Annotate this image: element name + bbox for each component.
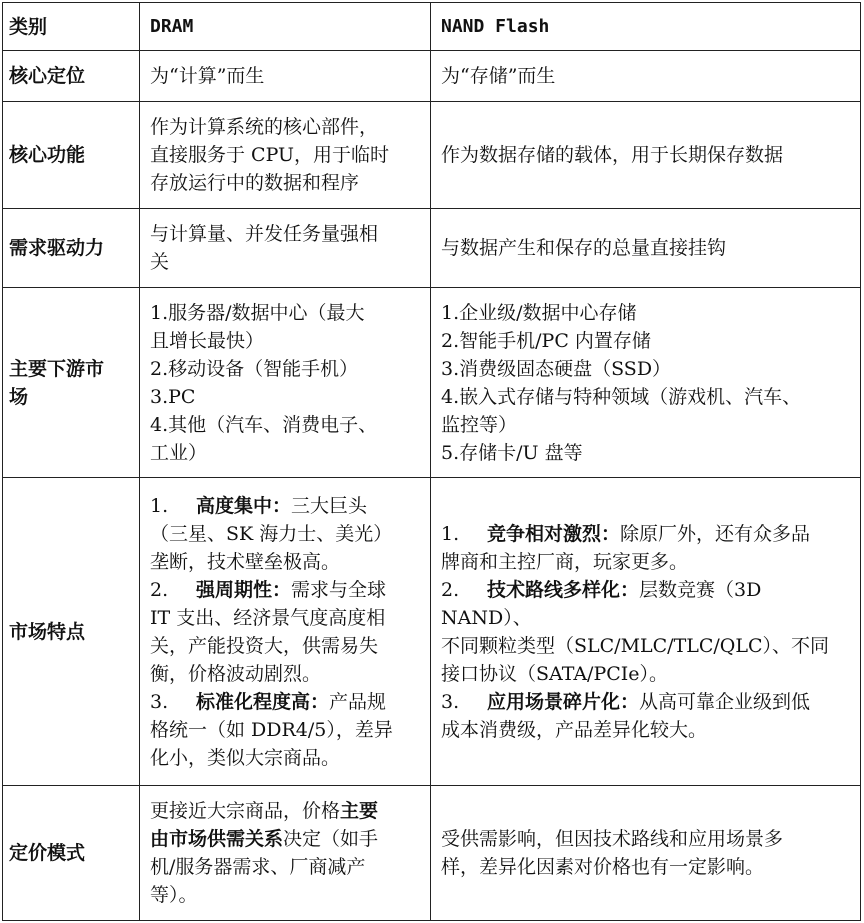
list-item: 4.其他（汽车、消费电子、 [150, 413, 378, 436]
list-item: 工业） [150, 441, 208, 464]
point-title: 高度集中： [196, 494, 292, 517]
dram-function [140, 102, 431, 209]
dram-pricing [140, 786, 431, 921]
nand-demand: 与数据产生和保存的总量直接挂钩 [431, 209, 861, 288]
text-line: 与计算量、并发任务量强相 [150, 223, 379, 245]
feature-point-3 [441, 688, 852, 716]
point-number: 1. [441, 522, 460, 545]
point-text: 从高可靠企业级到低 [639, 690, 811, 713]
pricing-emphasis: 主要 [340, 800, 379, 822]
text-line: 作为计算系统的核心部件， [150, 116, 379, 138]
text-line: 牌商和主控厂商，玩家更多。 [441, 550, 689, 573]
point-text: 产品规 [329, 690, 387, 713]
pricing-text: 决定（如手 [283, 828, 379, 850]
text-line: 主要下游市 [9, 357, 105, 380]
text-line: 关，产能投资大，供需易失 [150, 634, 379, 657]
row-demand [3, 209, 861, 288]
row-pricing [3, 786, 861, 921]
row-label-positioning: 核心定位 [3, 51, 140, 102]
list-item: 2.智能手机/PC 内置存储 [441, 329, 651, 352]
feature-point-1 [150, 492, 422, 520]
feature-point-2 [150, 576, 422, 604]
point-title: 强周期性： [196, 578, 292, 601]
row-label-downstream [3, 288, 140, 478]
text-line [150, 825, 422, 853]
text-line: 样，差异化因素对价格也有一定影响。 [441, 856, 765, 878]
row-positioning [3, 51, 861, 102]
text-line [150, 797, 422, 825]
text-line: 不同颗粒类型（SLC/MLC/TLC/QLC）、不同 [441, 634, 830, 657]
row-label-pricing: 定价模式 [3, 786, 140, 921]
row-label-features: 市场特点 [3, 478, 140, 786]
header-row [3, 3, 861, 51]
feature-point-2 [441, 576, 852, 632]
point-number: 3. [441, 690, 460, 713]
feature-point-1 [441, 520, 852, 548]
text-line: 格统一（如 DDR4/5），差异 [150, 718, 393, 741]
text-line: 化小，类似大宗商品。 [150, 746, 341, 769]
row-function [3, 102, 861, 209]
list-item: 5.存储卡/U 盘等 [441, 441, 583, 464]
text-line: IT 支出、经济景气度高度相 [150, 606, 386, 629]
nand-pricing [431, 786, 861, 921]
row-features [3, 478, 861, 786]
list-item: 3.PC [150, 385, 196, 408]
list-item: 1.企业级/数据中心存储 [441, 301, 637, 324]
text-line: 直接服务于 CPU，用于临时 [150, 144, 390, 166]
header-dram: DRAM [140, 3, 431, 51]
point-number: 1. [150, 494, 169, 517]
point-title: 技术路线多样化： [487, 578, 640, 601]
text-line: 成本消费级，产品差异化较大。 [441, 718, 708, 741]
point-title: 竞争相对激烈： [487, 522, 621, 545]
list-item: 3.消费级固态硬盘（SSD） [441, 357, 672, 380]
nand-downstream [431, 288, 861, 478]
dram-demand [140, 209, 431, 288]
list-item: 4.嵌入式存储与特种领域（游戏机、汽车、 [441, 385, 802, 408]
point-text: 需求与全球 [291, 578, 387, 601]
point-title: 标准化程度高： [196, 690, 330, 713]
text-line: （三星、SK 海力士、美光） [150, 522, 393, 545]
row-label-demand: 需求驱动力 [3, 209, 140, 288]
point-title: 应用场景碎片化： [487, 690, 640, 713]
text-line: 关 [150, 251, 170, 273]
pricing-emphasis: 由市场供需关系 [150, 828, 284, 850]
text-line: 等）。 [150, 884, 198, 906]
dram-features [140, 478, 431, 786]
list-item: 2.移动设备（智能手机） [150, 357, 359, 380]
row-label-function: 核心功能 [3, 102, 140, 209]
list-item: 且增长最快） [150, 329, 265, 352]
list-item: 监控等） [441, 413, 518, 436]
feature-point-3 [150, 688, 422, 716]
point-text: 层数竞赛（3D NAND）、 [441, 578, 762, 629]
text-line: 接口协议（SATA/PCIe）。 [441, 662, 669, 685]
point-text: 三大巨头 [291, 494, 368, 517]
text-line: 衡，价格波动剧烈。 [150, 662, 322, 685]
dram-positioning: 为“计算”而生 [140, 51, 431, 102]
text-line: 受供需影响，但因技术路线和应用场景多 [441, 828, 784, 850]
point-number: 3. [150, 690, 169, 713]
text-line: 存放运行中的数据和程序 [150, 172, 360, 194]
nand-function: 作为数据存储的载体，用于长期保存数据 [431, 102, 861, 209]
pricing-text: 更接近大宗商品，价格 [150, 800, 341, 822]
header-nand: NAND Flash [431, 3, 861, 51]
point-number: 2. [150, 578, 169, 601]
text-line: 场 [9, 385, 29, 408]
header-category: 类别 [3, 3, 140, 51]
row-downstream [3, 288, 861, 478]
text-line: 垄断，技术壁垒极高。 [150, 550, 341, 573]
text-line: 机/服务器需求、厂商减产 [150, 856, 366, 878]
point-text: 除原厂外，还有众多品 [620, 522, 811, 545]
point-number: 2. [441, 578, 460, 601]
nand-positioning: 为“存储”而生 [431, 51, 861, 102]
nand-features [431, 478, 861, 786]
comparison-table [2, 2, 861, 921]
dram-downstream [140, 288, 431, 478]
list-item: 1.服务器/数据中心（最大 [150, 301, 365, 324]
